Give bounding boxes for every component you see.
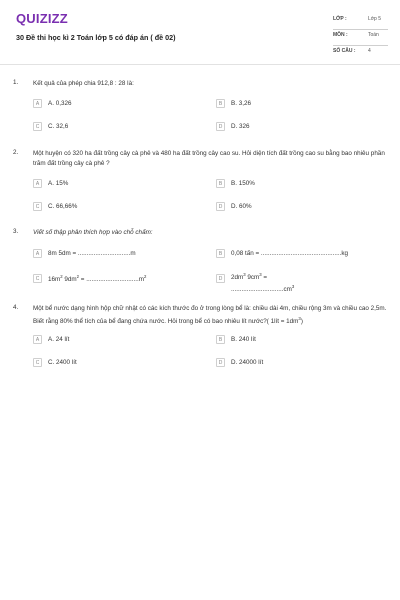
option-text: A. 0,326 xyxy=(48,100,72,107)
question-number: 2. xyxy=(13,149,19,156)
option-text xyxy=(231,270,294,294)
meta-value: 4 xyxy=(368,48,371,54)
option-c[interactable] xyxy=(33,358,77,367)
option-letter: D xyxy=(216,122,225,131)
option-letter: B xyxy=(216,335,225,344)
option-letter: D xyxy=(216,274,225,283)
meta-row-subject xyxy=(333,30,388,46)
quizizz-logo: QUIZIZZ xyxy=(16,11,68,26)
question-text xyxy=(33,304,393,327)
option-text: 8m 5dm = ..............................m xyxy=(48,250,136,257)
meta-value: Toán xyxy=(368,32,379,38)
option-d[interactable] xyxy=(216,358,263,367)
meta-value: Lớp 5 xyxy=(368,16,382,22)
option-text xyxy=(48,274,146,283)
option-a[interactable] xyxy=(33,99,71,108)
option-text: C. 2400 lít xyxy=(48,359,77,366)
document-title: 30 Đề thi học kì 2 Toán lớp 5 có đáp án ( đề 02) xyxy=(16,33,176,42)
superscript-3: 3 xyxy=(259,272,262,277)
option-text-part: 9dm xyxy=(64,276,77,284)
option-d[interactable] xyxy=(216,122,250,131)
question-number: 1. xyxy=(13,79,19,86)
option-d[interactable] xyxy=(216,202,252,211)
meta-row-count xyxy=(333,46,388,61)
meta-table xyxy=(333,14,388,61)
worksheet-header xyxy=(0,0,400,65)
superscript-3: 3 xyxy=(298,316,301,321)
option-b[interactable] xyxy=(216,179,255,188)
option-text-part: 16m xyxy=(48,276,61,284)
option-a[interactable] xyxy=(33,249,136,258)
meta-row-class xyxy=(333,14,388,30)
meta-label: MÔN : xyxy=(333,32,348,38)
superscript-2: 2 xyxy=(60,274,63,279)
option-text-part: 9cm xyxy=(247,274,260,282)
option-letter: C xyxy=(33,358,42,367)
option-letter: C xyxy=(33,202,42,211)
option-text: B. 3,26 xyxy=(231,100,251,107)
option-c[interactable] xyxy=(33,274,146,283)
option-text: C. 32,6 xyxy=(48,123,69,130)
option-letter: C xyxy=(33,274,42,283)
question-number: 4. xyxy=(13,304,19,311)
option-a[interactable] xyxy=(33,179,68,188)
option-text: B. 150% xyxy=(231,180,255,187)
option-letter: B xyxy=(216,249,225,258)
option-letter: A xyxy=(33,179,42,188)
option-letter: B xyxy=(216,179,225,188)
option-text-part: = ..............................m xyxy=(79,276,144,284)
superscript-2: 2 xyxy=(76,274,80,279)
option-text: A. 24 lít xyxy=(48,336,70,343)
option-text-part: ..............................cm xyxy=(231,286,292,294)
superscript-2: 2 xyxy=(143,274,147,279)
option-b[interactable] xyxy=(216,249,348,258)
option-text: 0,08 tấn = ..............................................kg xyxy=(231,250,349,257)
superscript-3: 3 xyxy=(243,272,246,277)
question-text-part: Một bể nước dạng hình hộp chữ nhật có các kích thước đo ở trong lòng bể là: chiều dài 4m, chiều rộng 3m và chiều cao 2,5m. Biết rằng 80% thể tích của bể đang chứa nước. Hỏi trong bể có bao nhiêu lít nước?( 1lít = 1dm xyxy=(33,305,387,326)
option-letter: A xyxy=(33,99,42,108)
option-d[interactable] xyxy=(216,270,294,294)
option-letter: A xyxy=(33,335,42,344)
option-letter: D xyxy=(216,358,225,367)
question-number: 3. xyxy=(13,228,19,235)
meta-label: SỐ CÂU : xyxy=(333,48,356,54)
option-text-part: 2dm xyxy=(231,274,244,282)
option-letter: D xyxy=(216,202,225,211)
question-text: Một huyện có 320 ha đất trồng cây cà phê và 480 ha đất trồng cây cao su. Hỏi diện tích đất trồng cao su bằng bao nhiêu phần trăm đất trồng cây cà phê ? xyxy=(33,150,385,167)
superscript-3: 3 xyxy=(291,284,295,290)
option-text: B. 240 lít xyxy=(231,336,256,343)
option-text: D. 60% xyxy=(231,203,252,210)
meta-label: LỚP : xyxy=(333,16,347,22)
option-c[interactable] xyxy=(33,122,68,131)
question-text: Viết số thập phân thích hợp vào chỗ chấm: xyxy=(33,229,153,236)
option-text: D. 326 xyxy=(231,123,250,130)
question-text: Kết quả của phép chia 912,8 : 28 là: xyxy=(33,80,134,87)
option-b[interactable] xyxy=(216,99,251,108)
option-c[interactable] xyxy=(33,202,77,211)
option-letter: C xyxy=(33,122,42,131)
option-b[interactable] xyxy=(216,335,256,344)
question-text-part: ) xyxy=(300,318,303,326)
option-text-part: = xyxy=(261,274,268,282)
option-text: A. 15% xyxy=(48,180,69,187)
header-divider xyxy=(0,64,400,65)
option-letter: A xyxy=(33,249,42,258)
option-text: D. 24000 lít xyxy=(231,359,264,366)
option-text: C. 66,66% xyxy=(48,203,78,210)
option-a[interactable] xyxy=(33,335,69,344)
option-letter: B xyxy=(216,99,225,108)
